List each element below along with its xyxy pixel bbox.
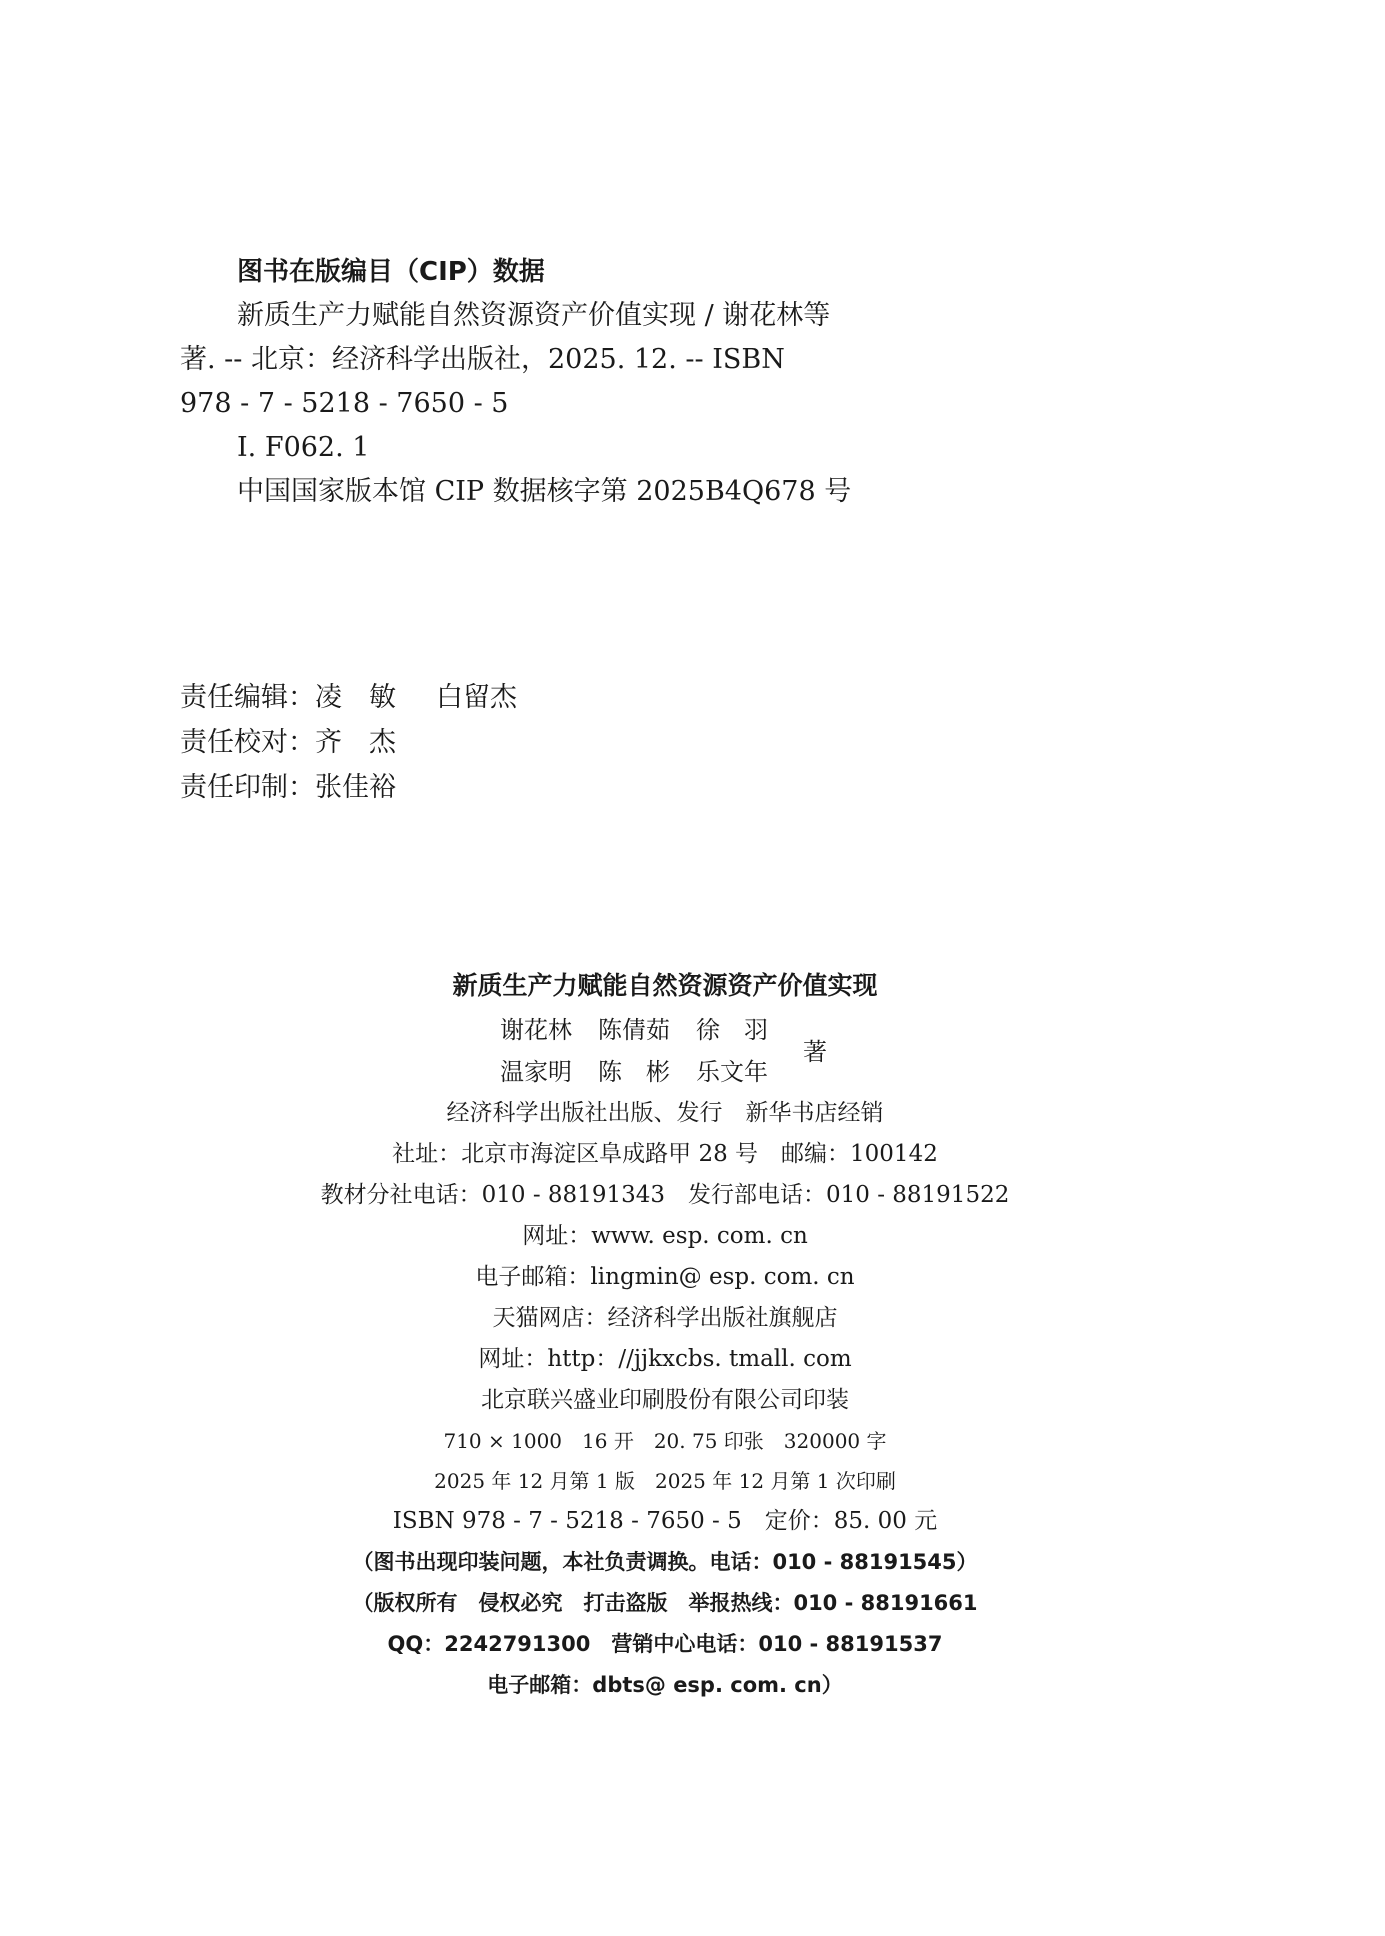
- printing-label: 责任印制：: [180, 772, 315, 803]
- responsibility-block: [180, 675, 517, 810]
- book-title: 新质生产力赋能自然资源资产价值实现: [452, 971, 878, 1000]
- responsible-editors: [180, 675, 517, 720]
- editor-name: 凌 敏: [315, 682, 396, 713]
- phone-line: 教材分社电话：010 - 88191343 发行部电话：010 - 88191522: [320, 1182, 1010, 1208]
- cip-data-block: [180, 250, 1180, 514]
- colophon-block: [240, 963, 1090, 1706]
- author-name: 徐 羽: [696, 1016, 768, 1044]
- author-name: 陈 彬: [598, 1058, 670, 1086]
- proofreader-label: 责任校对：: [180, 727, 315, 758]
- cip-title-line: 新质生产力赋能自然资源资产价值实现 / 谢花林等: [237, 300, 831, 331]
- cip-publisher-line: 著. -- 北京：经济科学出版社，2025. 12. -- ISBN: [180, 344, 785, 375]
- printer-line: 北京联兴盛业印刷股份有限公司印装: [481, 1387, 849, 1413]
- authorship-suffix: 著: [803, 1038, 827, 1066]
- author-name: 温家明: [500, 1058, 572, 1086]
- tmall-url-line: 网址：http：//jjkxcbs. tmall. com: [478, 1346, 852, 1372]
- author-name: 乐文年: [696, 1058, 768, 1086]
- notice-line: 电子邮箱：dbts@ esp. com. cn）: [487, 1673, 843, 1697]
- website-line: 网址：www. esp. com. cn: [522, 1223, 808, 1249]
- notice-line: QQ：2242791300 营销中心电话：010 - 88191537: [387, 1632, 943, 1656]
- editor-name: 白留杰: [436, 682, 517, 713]
- cip-isbn-line: 978 - 7 - 5218 - 7650 - 5: [180, 388, 509, 419]
- proofreader-name: 齐 杰: [315, 727, 396, 758]
- publisher-line: 经济科学出版社出版、发行 新华书店经销: [446, 1100, 884, 1126]
- authors-block: [240, 1009, 1090, 1093]
- cip-record-number: 中国国家版本馆 CIP 数据核字第 2025B4Q678 号: [237, 476, 852, 507]
- responsible-proofreader: [180, 720, 517, 765]
- isbn-price-line: ISBN 978 - 7 - 5218 - 7650 - 5 定价：85. 00 元: [392, 1508, 938, 1534]
- cip-classification-line: Ⅰ. F062. 1: [237, 432, 370, 463]
- cip-heading: 图书在版编目（CIP）数据: [237, 257, 545, 287]
- address-line: 社址：北京市海淀区阜成路甲 28 号 邮编：100142: [392, 1141, 938, 1167]
- format-line: 710 × 1000 16 开 20. 75 印张 320000 字: [443, 1429, 887, 1453]
- responsible-printing: [180, 765, 517, 810]
- editor-label: 责任编辑：: [180, 682, 315, 713]
- tmall-store-line: 天猫网店：经济科学出版社旗舰店: [492, 1305, 838, 1331]
- notice-line: （版权所有 侵权必究 打击盗版 举报热线：010 - 88191661: [352, 1591, 978, 1615]
- email-line: 电子邮箱：lingmin@ esp. com. cn: [475, 1264, 855, 1290]
- author-name: 谢花林: [500, 1016, 572, 1044]
- authors-row: [500, 1051, 768, 1093]
- notice-line: （图书出现印装问题，本社负责调换。电话：010 - 88191545）: [352, 1550, 978, 1574]
- author-name: 陈倩茹: [598, 1016, 670, 1044]
- authors-row: [500, 1009, 768, 1051]
- edition-line: 2025 年 12 月第 1 版 2025 年 12 月第 1 次印刷: [434, 1469, 896, 1493]
- printing-name: 张佳裕: [315, 772, 396, 803]
